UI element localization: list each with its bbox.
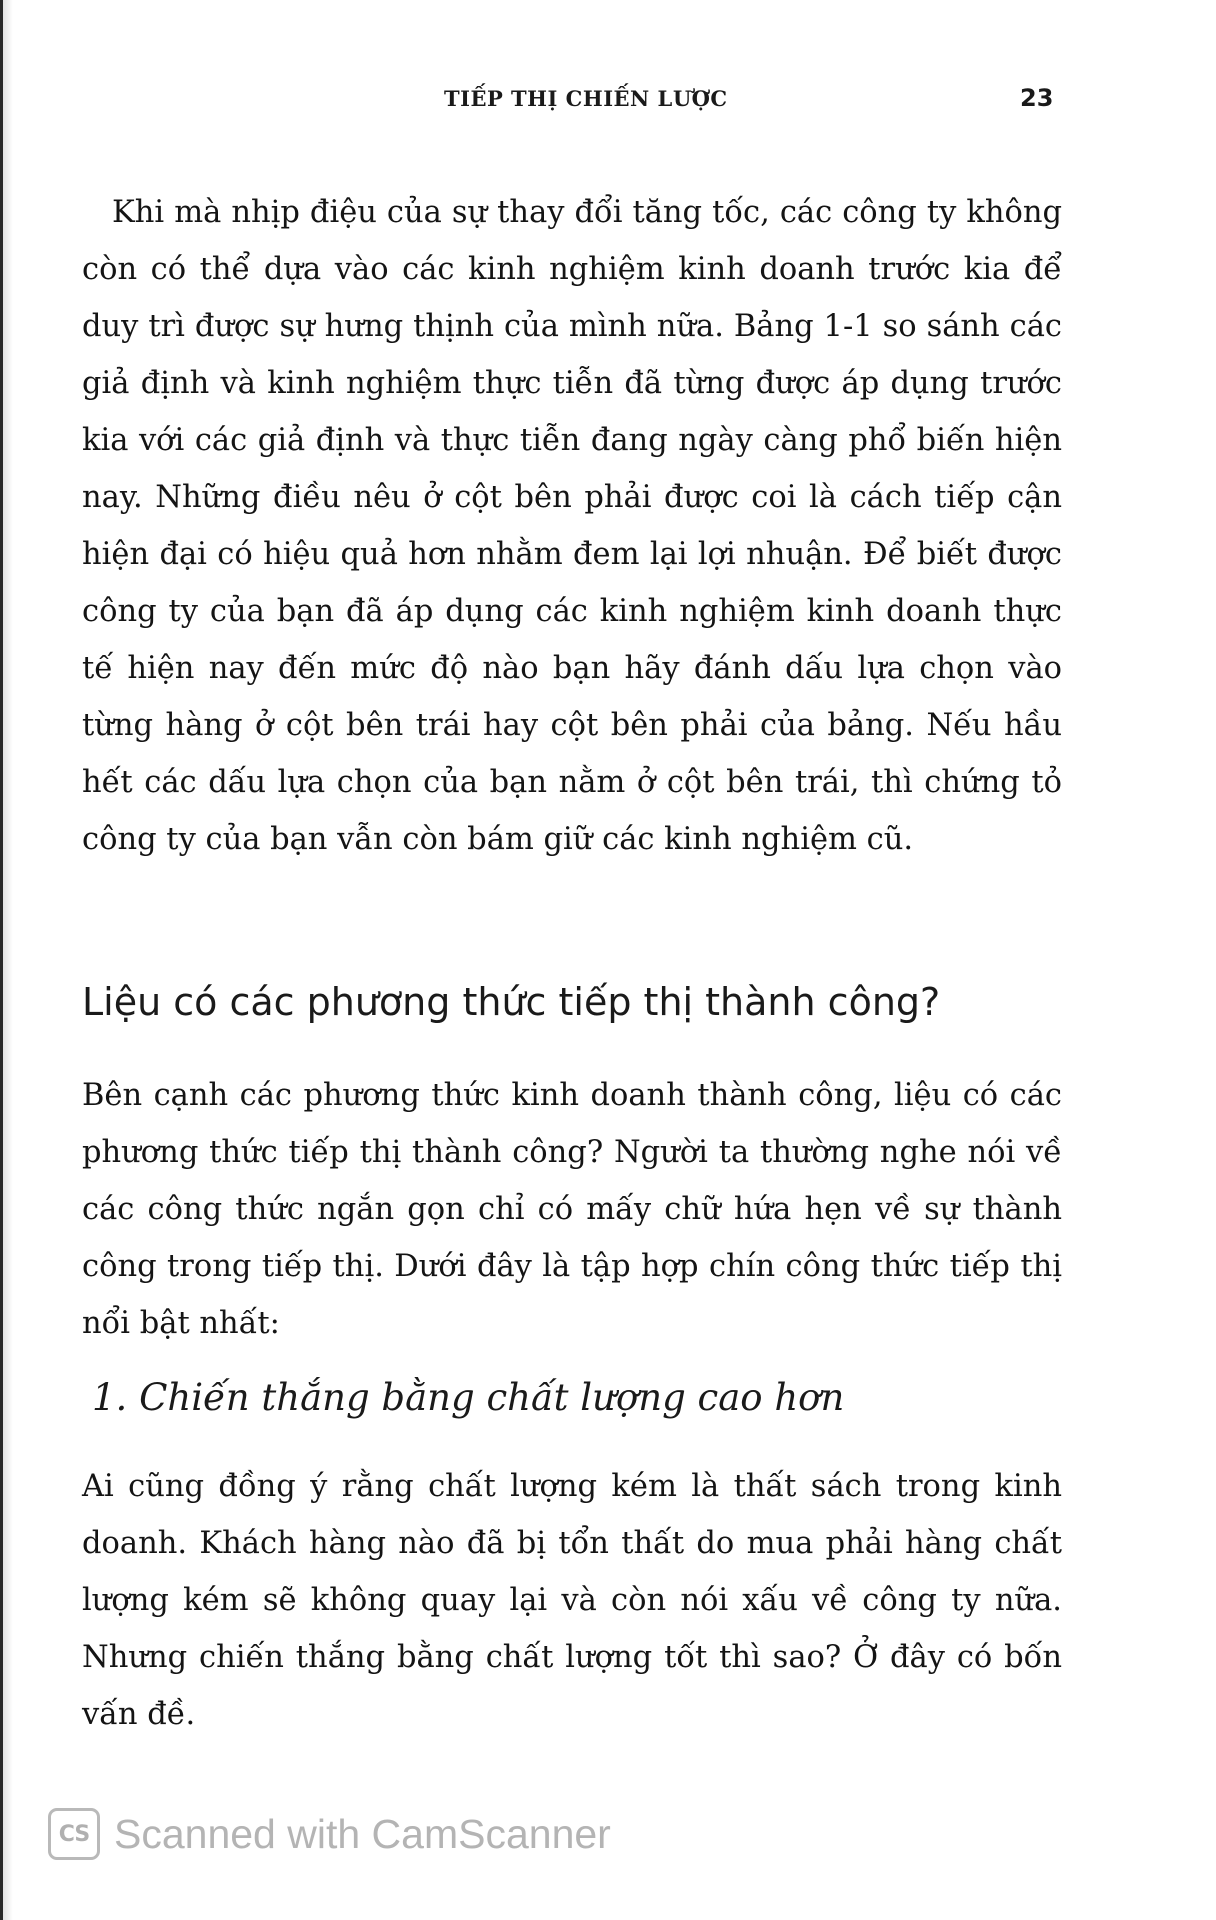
page-number: 23 (1020, 84, 1054, 112)
section-heading: Liệu có các phương thức tiếp thị thành công? (82, 980, 941, 1024)
camscanner-watermark (48, 1808, 611, 1860)
page-binding-shadow (3, 0, 13, 1920)
body-paragraph-1: Khi mà nhịp điệu của sự thay đổi tăng tốc, các công ty không còn có thể dựa vào các kinh nghiệm kinh doanh trước kia để duy trì được sự hưng thịnh của mình nữa. Bảng 1-1 so sánh các giả định và kinh nghiệm thực tiễn đã từng được áp dụng trước kia với các giả định và thực tiễn đang ngày càng phổ biến hiện nay. Những điều nêu ở cột bên phải được coi là cách tiếp cận hiện đại có hiệu quả hơn nhằm đem lại lợi nhuận. Để biết được công ty của bạn đã áp dụng các kinh nghiệm kinh doanh thực tế hiện nay đến mức độ nào bạn hãy đánh dấu lựa chọn vào từng hàng ở cột bên trái hay cột bên phải của bảng. Nếu hầu hết các dấu lựa chọn của bạn nằm ở cột bên trái, thì chứng tỏ công ty của bạn vẫn còn bám giữ các kinh nghiệm cũ. (82, 195, 1062, 857)
sub-heading: 1. Chiến thắng bằng chất lượng cao hơn (92, 1376, 845, 1419)
watermark-text: Scanned with CamScanner (114, 1810, 611, 1857)
body-paragraph-2: Bên cạnh các phương thức kinh doanh thành công, liệu có các phương thức tiếp thị thành công? Người ta thường nghe nói về các công thức ngắn gọn chỉ có mấy chữ hứa hẹn về sự thành công trong tiếp thị. Dưới đây là tập hợp chín công thức tiếp thị nổi bật nhất: (82, 1078, 1062, 1341)
body-paragraph-3: Ai cũng đồng ý rằng chất lượng kém là thất sách trong kinh doanh. Khách hàng nào đã bị tổn thất do mua phải hàng chất lượng kém sẽ không quay lại và còn nói xấu về công ty nữa. Nhưng chiến thắng bằng chất lượng tốt thì sao? Ở đây có bốn vấn đề. (82, 1469, 1062, 1732)
running-header-title: TIẾP THỊ CHIẾN LƯỢC (444, 86, 728, 111)
camscanner-logo-icon: CS (48, 1808, 100, 1860)
